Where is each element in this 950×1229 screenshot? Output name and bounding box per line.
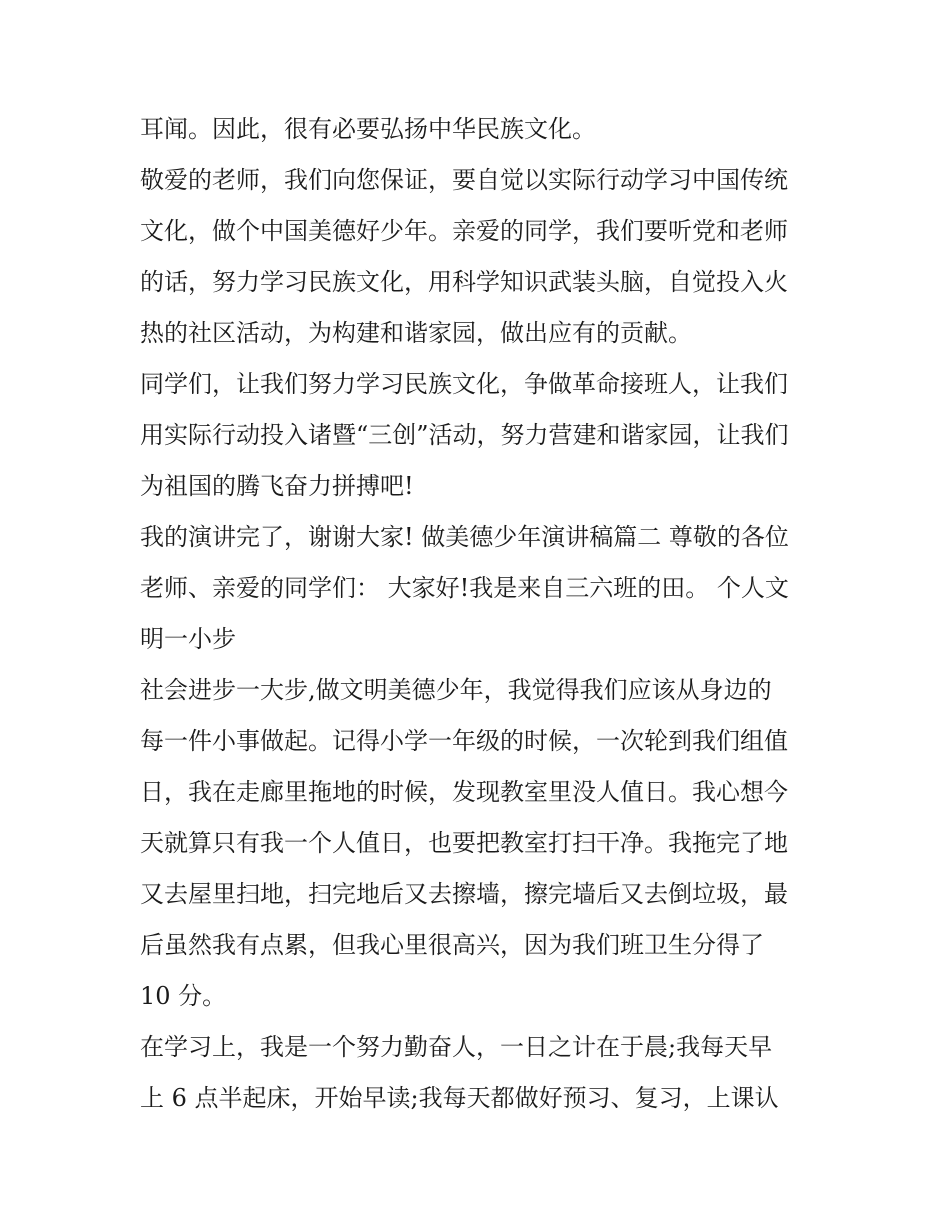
text-line: 老师、亲爱的同学们： 大家好!我是来自三六班的田。 个人文 [140,574,789,602]
text-line: 又去屋里扫地，扫完地后又去擦墙，擦完墙后又去倒垃圾，最 [140,880,788,908]
text-line: 天就算只有我一个人值日，也要把教室打扫干净。我拖完了地 [140,829,788,857]
text-line: 日，我在走廊里拖地的时候，发现教室里没人值日。我心想今 [140,778,788,806]
text-line: 文化，做个中国美德好少年。亲爱的同学，我们要听党和老师 [140,217,788,245]
text-line: 敬爱的老师，我们向您保证，要自觉以实际行动学习中国传统 [140,166,788,194]
text-line: 热的社区活动，为构建和谐家园，做出应有的贡献。 [140,319,692,347]
text-line: 我的演讲完了，谢谢大家! 做美德少年演讲稿篇二 尊敬的各位 [140,523,789,551]
text-line: 社会进步一大步,做文明美德少年，我觉得我们应该从身边的 [140,676,772,704]
text-line: 明一小步 [140,625,236,653]
text-line: 耳闻。因此，很有必要弘扬中华民族文化。 [140,115,596,143]
text-line: 上 6 点半起床，开始早读;我每天都做好预习、复习，上课认 [140,1084,779,1112]
text-line: 后虽然我有点累，但我心里很高兴，因为我们班卫生分得了 [140,931,764,959]
document-body [140,104,830,1124]
text-line: 10 分。 [140,982,227,1010]
text-line: 用实际行动投入诸暨“三创”活动，努力营建和谐家园，让我们 [140,421,789,449]
text-line: 的话，努力学习民族文化，用科学知识武装头脑，自觉投入火 [140,268,788,296]
text-line: 同学们，让我们努力学习民族文化，争做革命接班人，让我们 [140,370,788,398]
text-line: 在学习上，我是一个努力勤奋人，一日之计在于晨;我每天早 [140,1033,773,1061]
text-line: 为祖国的腾飞奋力拼搏吧! [140,472,414,500]
text-line: 每一件小事做起。记得小学一年级的时候，一次轮到我们组值 [140,727,788,755]
